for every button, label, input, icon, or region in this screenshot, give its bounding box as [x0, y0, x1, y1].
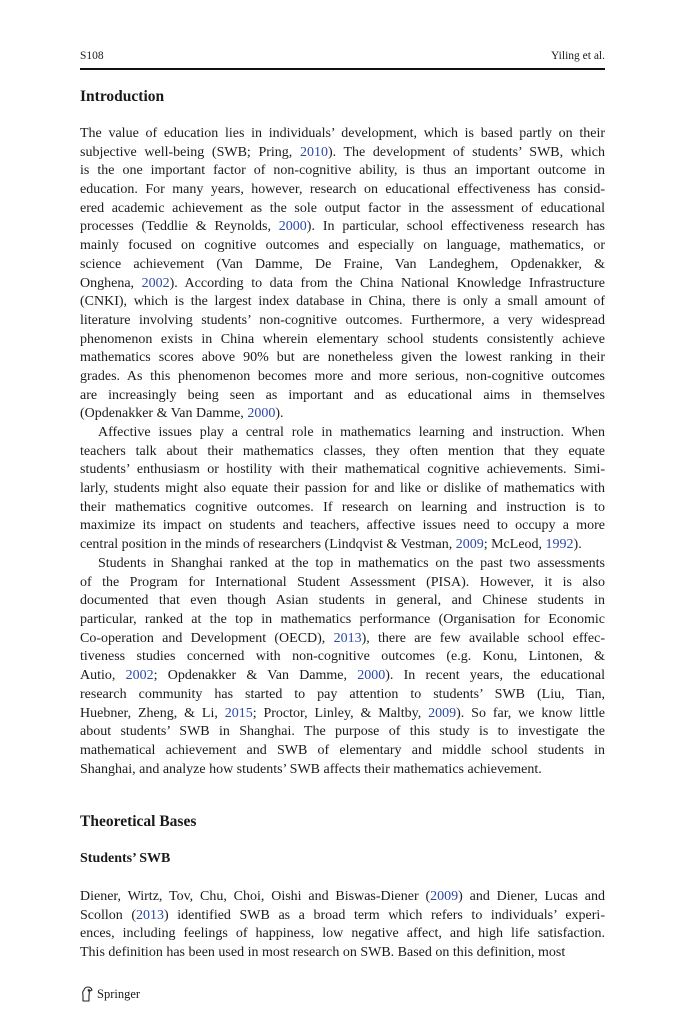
citation-link[interactable]: 2000 — [247, 406, 276, 422]
heading-introduction: Introduction — [80, 88, 165, 105]
text-line: about students’ SWB in Shanghai. The purpose of this study is to investigate the — [80, 724, 605, 740]
text-line: science achievement (Van Damme, De Fraine, Van Landeghem, Opdenakker, & — [80, 256, 605, 272]
citation-link[interactable]: 2013 — [333, 630, 362, 646]
text-line: education. For many years, however, research on educational effectiveness has consid- — [80, 182, 605, 198]
text-line: Shanghai, and analyze how students’ SWB affects their mathematics achievement. — [80, 761, 542, 777]
citation-link[interactable]: 2009 — [455, 537, 484, 553]
text-line: subjective well-being (SWB; Pring, 2010). The development of students’ SWB, which — [80, 144, 606, 160]
paragraph-1 — [80, 125, 605, 424]
text-line: of the Program for International Student Assessment (PISA). However, it is also — [80, 574, 605, 590]
text-line: grades. As this phenomenon becomes more and more serious, non-cognitive outcomes — [80, 368, 605, 384]
text-line: Diener, Wirtz, Tov, Chu, Choi, Oishi and Biswas-Diener (2009) and Diener, Lucas and — [80, 889, 605, 904]
text-line: (CNKI), which is the largest index database in China, there is only a small amount of — [80, 294, 605, 310]
text-line: students’ enthusiasm or hostility with their mathematical cognitive achievements. Simi- — [80, 462, 605, 478]
paragraph-3 — [80, 555, 605, 779]
text-line: The value of education lies in individuals’ development, which is based partly on their — [80, 126, 605, 141]
citation-link[interactable]: 2015 — [224, 705, 253, 721]
text-line: mathematics scores above 90% but are nonetheless given the lowest ranking in their — [80, 350, 605, 366]
heading-students-swb: Students’ SWB — [80, 851, 171, 866]
citation-link[interactable]: 2013 — [136, 907, 165, 923]
text-line: mathematical achievement and SWB of elementary and middle school students in — [80, 742, 605, 758]
running-head-authors: Yiling et al. — [551, 50, 605, 62]
paragraph-4 — [80, 888, 605, 963]
citation-link[interactable]: 2000 — [278, 219, 307, 235]
text-line: ences, including feelings of happiness, low negative affect, and high life satisfaction. — [80, 926, 605, 942]
text-line: Affective issues play a central role in mathematics learning and instruction. When — [98, 425, 605, 440]
citation-link[interactable]: 2009 — [430, 889, 459, 904]
text-line: processes (Teddlie & Reynolds, 2000). In particular, school effectiveness research has — [80, 219, 605, 235]
citation-link[interactable]: 2010 — [299, 144, 328, 160]
page-number: S108 — [80, 50, 104, 62]
springer-horse-icon — [80, 986, 94, 1002]
text-line: literature involving students’ non-cognitive outcomes. Furthermore, a very widespread — [80, 312, 605, 328]
text-line: tiveness studies concerned with non-cognitive outcomes (e.g. Konu, Lintonen, & — [80, 649, 605, 665]
citation-link[interactable]: 2000 — [357, 668, 386, 684]
running-head — [80, 50, 605, 68]
citation-link[interactable]: 2009 — [428, 705, 457, 721]
citation-link[interactable]: 1992 — [545, 537, 574, 553]
text-line: central position in the minds of researchers (Lindqvist & Vestman, 2009; McLeod, 1992). — [80, 537, 582, 553]
paragraph-2 — [80, 424, 605, 555]
heading-theoretical-bases: Theoretical Bases — [80, 813, 197, 830]
text-line: is the one important factor of non-cognitive ability, is thus an important outcome in — [80, 163, 605, 179]
text-line: Co-operation and Development (OECD), 2013), there are few available school effec- — [80, 630, 605, 646]
text-line: Autio, 2002; Opdenakker & Van Damme, 2000). In recent years, the educational — [80, 668, 606, 684]
text-line: are increasingly being seen as important and as educational aims in themselves — [80, 387, 605, 403]
text-line: This definition has been used in most research on SWB. Based on this definition, most — [80, 945, 566, 961]
text-line: Scollon (2013) identified SWB as a broad term which refers to individuals’ experi- — [80, 907, 605, 923]
text-line: Students in Shanghai ranked at the top in mathematics on the past two assessments — [98, 556, 605, 571]
text-line: ered academic achievement as the sole output factor in the assessment of educational — [80, 200, 605, 216]
text-line: Onghena, 2002). According to data from the China National Knowledge Infrastructure — [80, 275, 605, 291]
footer — [80, 985, 140, 1003]
text-line: maximize its impact on students and teachers, affective issues need to occupy a more — [80, 518, 605, 534]
text-line: particular, ranked at the top in mathematics performance (Organisation for Economic — [80, 612, 605, 628]
text-line: larly, students might also equate their passion for and like or dislike of mathematics with — [80, 481, 605, 497]
header-rule — [80, 68, 605, 70]
text-line: mainly focused on cognitive outcomes and especially on language, mathematics, or — [80, 238, 605, 254]
text-line: (Opdenakker & Van Damme, 2000). — [80, 406, 284, 422]
text-line: phenomenon exists in China wherein elementary school students consistently achieve — [80, 331, 605, 347]
text-line: their mathematics cognitive outcomes. If research on learning and instruction is to — [80, 499, 605, 515]
publisher-name: Springer — [97, 986, 141, 1001]
citation-link[interactable]: 2002 — [125, 668, 154, 684]
text-line: Huebner, Zheng, & Li, 2015; Proctor, Linley, & Maltby, 2009). So far, we know little — [80, 705, 605, 721]
citation-link[interactable]: 2002 — [141, 275, 170, 291]
text-line: documented that even though Asian students in general, and Chinese students in — [80, 593, 605, 609]
text-line: teachers talk about their mathematics classes, they often mention that they equate — [80, 443, 605, 459]
text-line: research community has started to pay attention to students’ SWB (Liu, Tian, — [80, 686, 605, 702]
